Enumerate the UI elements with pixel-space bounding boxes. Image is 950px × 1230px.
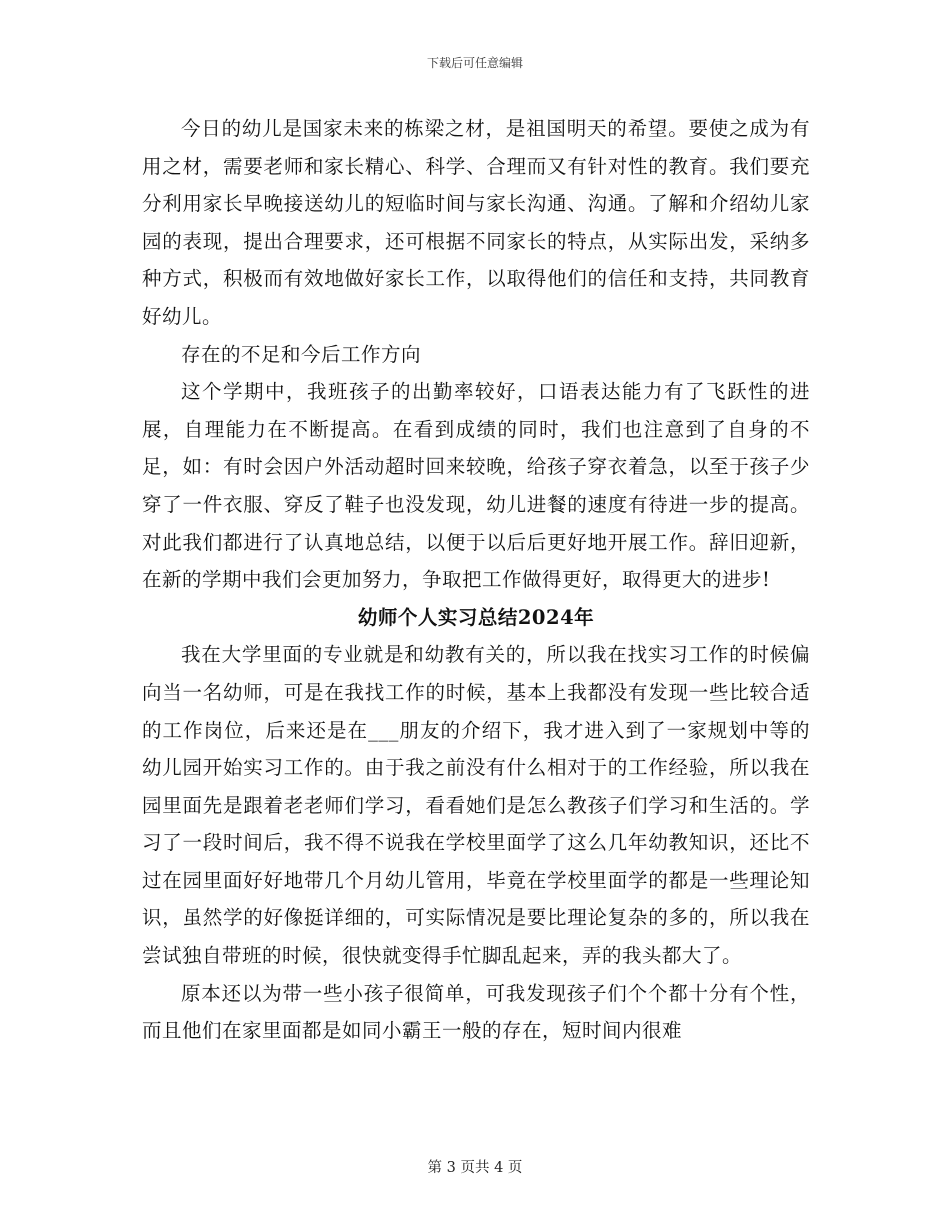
paragraph-internship: 我在大学里面的专业就是和幼教有关的，所以我在找实习工作的时候偏向当一名幼师，可是在我找工作的时候，基本上我都没有发现一些比较合适的工作岗位，后来还是在___朋友的介绍下，我才进入到了一家规划中等的幼儿园开始实习工作的。由于我之前没有什么相对于的工作经验，所以我在园里面先是跟着老老师们学习，看看她们是怎么教孩子们学习和生活的。学习了一段时间后，我不得不说我在学校里面学了这么几年幼教知识，还比不过在园里面好好地带几个月幼儿管用，毕竟在学校里面学的都是一些理论知识，虽然学的好像挺详细的，可实际情况是要比理论复杂的多的，所以我在尝试独自带班的时候，很快就变得手忙脚乱起来，弄的我头都大了。 — [142, 643, 810, 968]
page-header: 下载后可任意编辑 — [426, 56, 523, 70]
section-title: 幼师个人实习总结2024年 — [357, 605, 595, 629]
paragraph-shortcomings: 这个学期中，我班孩子的出勤率较好，口语表达能力有了飞跃性的进展，自理能力在不断提高。在看到成绩的同时，我们也注意到了自身的不足，如：有时会因户外活动超时回来较晚，给孩子穿衣着急，以至于孩子少穿了一件衣服、穿反了鞋子也没发现，幼儿进餐的速度有待进一步的提高。对此我们都进行了认真地总结，以便于以后后更好地开展工作。辞旧迎新，在新的学期中我们会更加努力，争取把工作做得更好，取得更大的进步! — [142, 380, 810, 592]
document-body — [142, 110, 810, 1050]
paragraph-parent-education: 今日的幼儿是国家未来的栋梁之材，是祖国明天的希望。要使之成为有用之材，需要老师和家长精心、科学、合理而又有针对性的教育。我们要充分利用家长早晚接送幼儿的短临时间与家长沟通、沟通。了解和介绍幼儿家园的表现，提出合理要求，还可根据不同家长的特点，从实际出发，采纳多种方式，积极而有效地做好家长工作，以取得他们的信任和支持，共同教育好幼儿。 — [142, 117, 810, 328]
page-footer: 第 3 页共 4 页 — [427, 1160, 523, 1176]
subheading-shortcomings: 存在的不足和今后工作方向 — [181, 342, 422, 366]
paragraph-children: 原本还以为带一些小孩子很简单，可我发现孩子们个个都十分有个性，而且他们在家里面都是如同小霸王一般的存在，短时间内很难 — [142, 981, 810, 1043]
